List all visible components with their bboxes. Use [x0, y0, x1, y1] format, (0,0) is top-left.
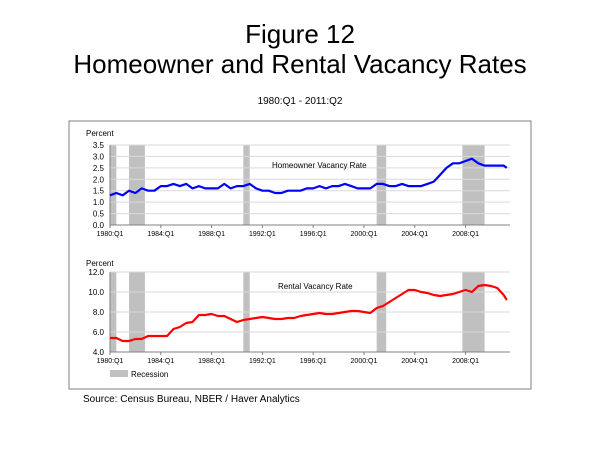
homeowner-y-tick-label: 3.5: [92, 141, 104, 150]
source-note: Source: Census Bureau, NBER / Haver Analytics: [83, 394, 300, 405]
homeowner-recession-band-0: [110, 145, 116, 225]
rental-x-tick-label: 2004:Q1: [401, 358, 429, 365]
rental-y-tick-label: 6.0: [92, 328, 104, 337]
rental-x-tick-label: 1980:Q1: [96, 358, 124, 365]
homeowner-x-tick-label: 2008:Q1: [452, 231, 479, 238]
rental-x-tick-label: 2000:Q1: [350, 358, 378, 365]
homeowner-x-tick-label: 1992:Q1: [248, 231, 276, 238]
rental-y-tick-label: 8.0: [92, 308, 104, 317]
homeowner-y-tick-label: 2.0: [92, 175, 104, 185]
rental-y-tick-label: 10.0: [88, 288, 104, 297]
rental-x-tick-label: 1996:Q1: [299, 358, 327, 365]
figure-subtitle: 1980:Q1 - 2011:Q2: [257, 96, 343, 107]
homeowner-y-tick-label: 0.5: [92, 209, 104, 219]
homeowner-ylabel: Percent: [86, 129, 114, 138]
homeowner-recession-band-4: [462, 145, 484, 225]
rental-x-tick-label: 1984:Q1: [147, 358, 175, 365]
rental-x-tick-label: 1992:Q1: [248, 358, 276, 365]
rental-x-tick-label: 2008:Q1: [452, 358, 479, 365]
homeowner-recession-band-1: [129, 145, 145, 225]
homeowner-x-tick-label: 1984:Q1: [147, 231, 175, 238]
homeowner-series-label: Homeowner Vacancy Rate: [272, 161, 367, 170]
figure-number: Figure 12: [245, 19, 355, 49]
rental-series-label: Rental Vacancy Rate: [278, 282, 353, 291]
homeowner-y-tick-label: 0.0: [92, 221, 104, 230]
rental-ylabel: Percent: [86, 259, 114, 268]
homeowner-x-tick-label: 1980:Q1: [96, 231, 124, 238]
rental-x-tick-label: 1988:Q1: [198, 358, 226, 365]
recession-legend-label: Recession: [131, 370, 169, 379]
homeowner-y-tick-label: 1.5: [92, 186, 104, 196]
homeowner-x-tick-label: 1996:Q1: [299, 231, 327, 238]
homeowner-y-tick-label: 2.5: [92, 163, 104, 173]
homeowner-x-tick-label: 2004:Q1: [401, 231, 429, 238]
homeowner-x-tick-label: 1988:Q1: [198, 231, 226, 238]
rental-y-tick-label: 12.0: [88, 268, 104, 277]
homeowner-x-tick-label: 2000:Q1: [350, 231, 378, 238]
recession-legend-swatch: [110, 370, 128, 377]
homeowner-y-tick-label: 1.0: [92, 198, 104, 208]
homeowner-y-tick-label: 3.0: [92, 152, 104, 162]
figure-title: Homeowner and Rental Vacancy Rates: [73, 49, 527, 79]
rental-y-tick-label: 4.0: [92, 348, 104, 357]
